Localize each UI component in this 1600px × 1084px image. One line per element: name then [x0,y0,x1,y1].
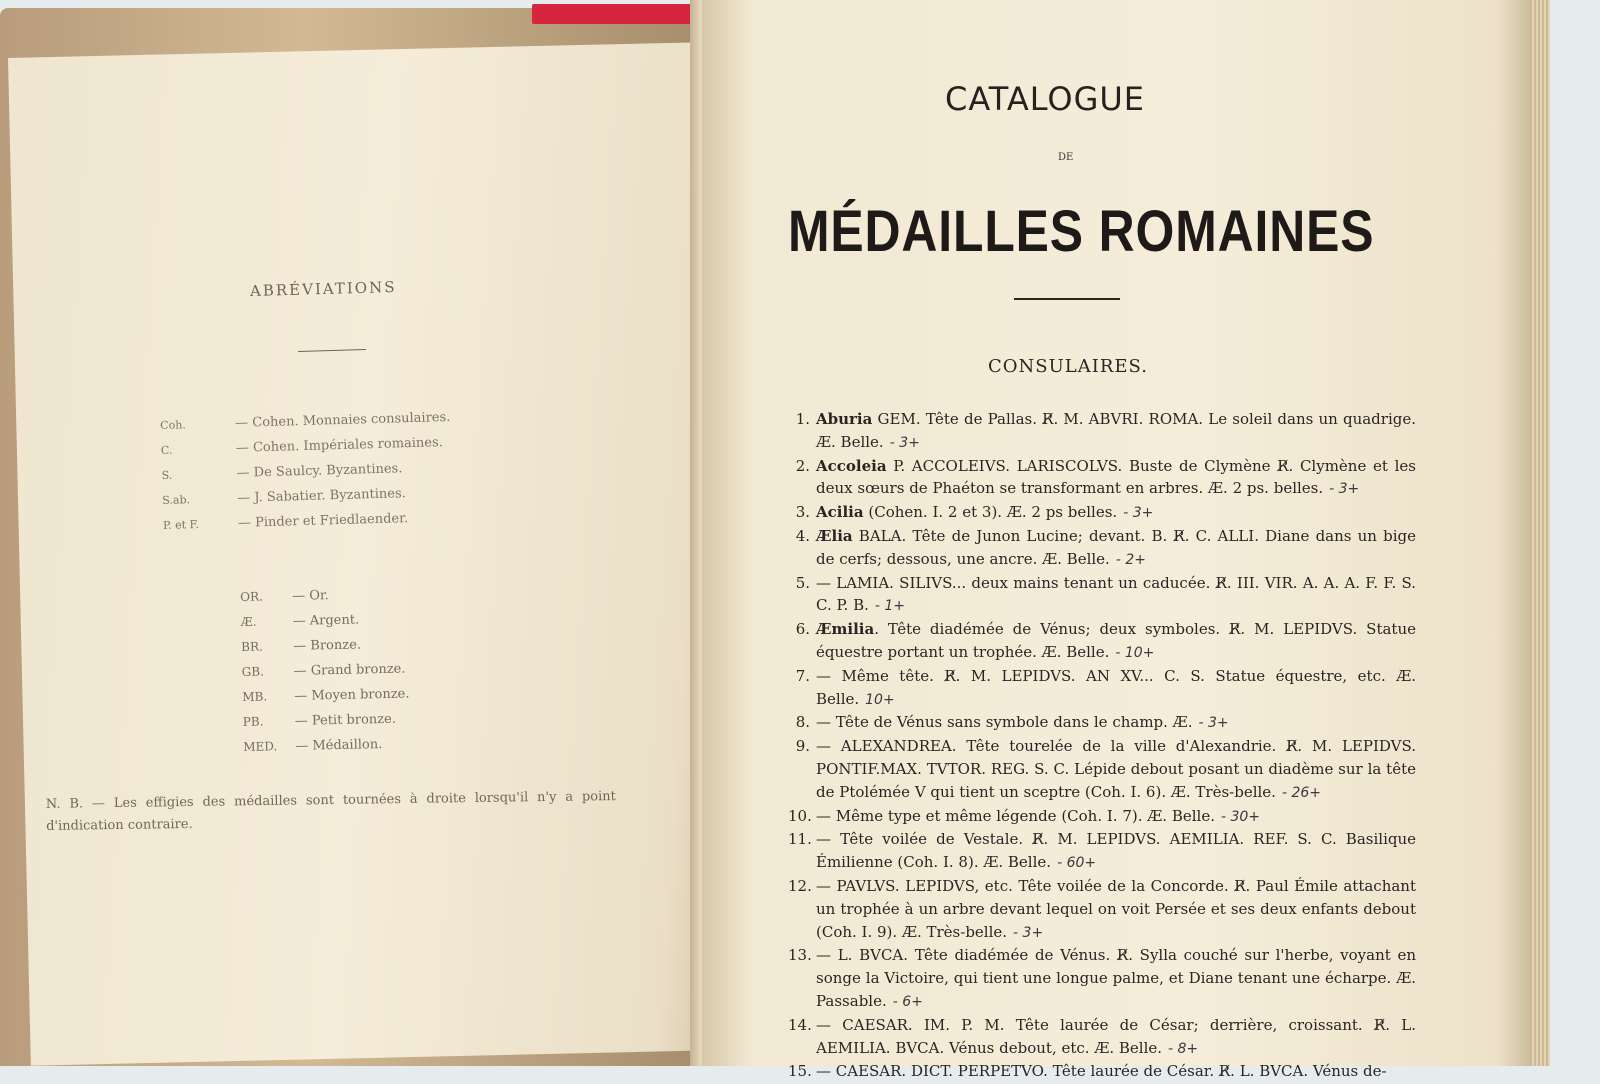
catalogue-entry: 9. — ALEXANDREA. Tête tourelée de la ville d'Alexandrie. R̸. M. LEPIDVS. PONTIF.MAX. TVTOR. REG. S. C. Lépide debout posant un diadème sur la tête de Ptolémée V qui tient un sceptre (Coh. I. 6). Æ. Très-belle. - 26+ [795,737,1416,801]
metals-list [240,586,411,764]
right-divider [1014,298,1120,300]
nota-bene: N. B. — Les effigies des médailles sont tournées à droite lorsqu'il n'y a point d'indication contraire. [45,789,616,834]
handwritten-note: - 10+ [1115,644,1155,661]
handwritten-note: - 3+ [1123,505,1154,522]
handwritten-note: - 3+ [1198,715,1229,732]
abbreviations-list [160,410,454,543]
handwritten-note: - 6+ [892,993,923,1010]
catalogue-entry: 11. — Tête voilée de Vestale. R̸. M. LEPIDVS. AEMILIA. REF. S. C. Basilique Émilienne (Coh. I. 8). Æ. Belle. - 60+ [788,830,1416,872]
catalogue-entry: 10. — Même type et même légende (Coh. I. 7). Æ. Belle. - 30+ [788,806,1261,825]
catalogue-entry: 5. — LAMIA. SILIVS... deux mains tenant un caducée. R̸. III. VIR. A. A. A. F. F. S. C. P. B. - 1+ [795,573,1416,615]
handwritten-note [1387,1064,1393,1080]
handwritten-note: - 60+ [1057,855,1097,872]
catalogue-entry: 12. — PAVLVS. LEPIDVS, etc. Tête voilée de la Concorde. R̸. Paul Émile attachant un trophée à un arbre devant lequel on voit Persée et ses deux enfants debout (Coh. I. 9). Æ. Très-belle. - 3+ [788,876,1416,941]
abbreviation-row: Coh. — Cohen. Monnaies consulaires. [160,409,451,432]
metal-row: PB. — Petit bronze. [242,711,397,729]
abbreviations-title: ABRÉVIATIONS [249,277,397,301]
page-edges [1530,0,1550,1066]
abbreviation-row: C. — Cohen. Impériales romaines. [160,435,444,457]
handwritten-note: - 3+ [1329,481,1360,498]
catalogue-entry: 7. — Même tête. R̸. M. LEPIDVS. AN XV... C. S. Statue équestre, etc. Æ. Belle. 10+ [795,666,1416,708]
handwritten-note: - 3+ [1013,924,1044,941]
abbreviation-row: S. — De Saulcy. Byzantines. [161,461,403,482]
catalogue-entry: 14. — CAESAR. IM. P. M. Tête laurée de César; derrière, croissant. R̸. L. AEMILIA. BVCA. Vénus debout, etc. Æ. Belle. - 8+ [788,1015,1416,1057]
catalogue-entry: 2. Accoleia P. ACCOLEIVS. LARISCOLVS. Buste de Clymène R̸. Clymène et les deux sœurs de Phaéton se transformant en arbres. Æ. 2 ps. belles. - 3+ [795,456,1416,498]
catalogue-entry: 13. — L. BVCA. Tête diadémée de Vénus. R̸. Sylla couché sur l'herbe, voyant en songe la Victoire, qui tient une longue palme, et Diane tenant une écharpe. Æ. Passable. - 6+ [788,946,1416,1010]
catalogue-entries [788,408,1416,1084]
metal-row: BR. — Bronze. [241,637,362,654]
bookmark-ribbon [532,4,692,24]
handwritten-note: - 1+ [874,598,905,615]
metal-row: MED. — Médaillon. [243,737,383,754]
metal-row: Æ. — Argent. [240,612,360,629]
catalogue-entry: 8. — Tête de Vénus sans symbole dans le champ. Æ. - 3+ [795,713,1229,732]
metal-row: OR. — Or. [240,588,330,604]
metal-row: MB. — Moyen bronze. [242,686,410,704]
handwritten-note: - 30+ [1220,808,1261,825]
catalogue-entry: 6. Æmilia. Tête diadémée de Vénus; deux symboles. R̸. M. LEPIDVS. Statue équestre portant un trophée. Æ. Belle. - 10+ [795,620,1416,661]
handwritten-note: - 2+ [1115,551,1146,568]
catalogue-de: DE [1058,152,1074,163]
catalogue-title: CATALOGUE [945,80,1146,118]
catalogue-entry: 4. Ælia BALA. Tête de Junon Lucine; devant. B. R̸. C. ALLI. Diane dans un bige de cerfs; dessous, une ancre. Æ. Belle. - 2+ [795,526,1416,568]
handwritten-note: 10+ [865,691,895,708]
catalogue-entry: 15. — CAESAR. DICT. PERPETVO. Tête laurée de César. R̸. L. BVCA. Vénus de- [788,1060,1416,1084]
catalogue-entry: 3. Acilia (Cohen. I. 2 et 3). Æ. 2 ps belles. - 3+ [795,503,1154,522]
catalogue-entry: 1. Aburia GEM. Tête de Pallas. R̸. M. ABVRI. ROMA. Le soleil dans un quadrige. Æ. Belle. - 3+ [795,410,1416,451]
left-page [8,42,719,1065]
metal-row: GB. — Grand bronze. [241,661,406,679]
main-title: MÉDAILLES ROMAINES [788,199,1375,264]
handwritten-note: - 3+ [889,434,920,451]
handwritten-note: - 26+ [1281,784,1322,801]
handwritten-note: - 8+ [1168,1040,1199,1057]
abbreviation-row: P. et F. — Pinder et Friedlaender. [162,511,409,532]
abbreviation-row: S.ab. — J. Sabatier. Byzantines. [162,486,406,507]
section-heading: CONSULAIRES. [988,356,1148,377]
